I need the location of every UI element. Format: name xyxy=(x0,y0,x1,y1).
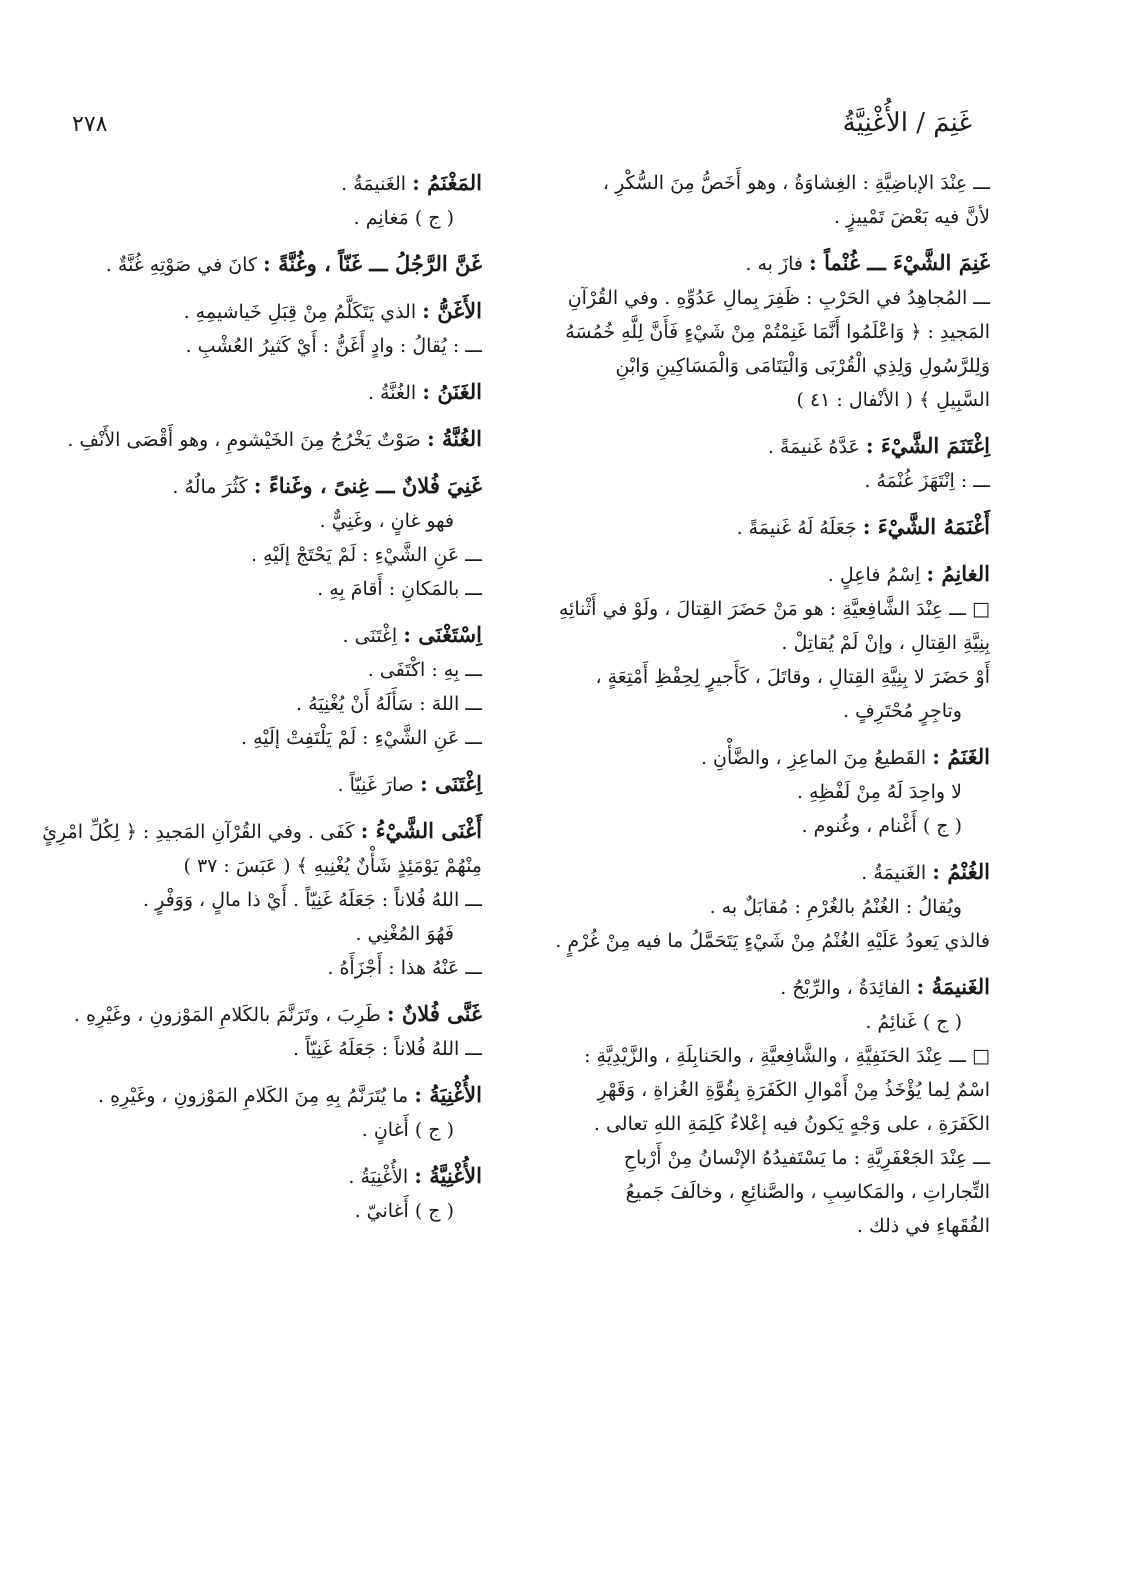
definition-text: ـــ اللهُ فُلاناً : جَعَلَهُ غَنِيّاً . xyxy=(293,1038,482,1060)
entry-line xyxy=(550,464,990,498)
definition-text: الغَنيمَةُ . xyxy=(861,862,933,884)
entry-line xyxy=(550,1141,990,1175)
headword: الغَنَمُ : xyxy=(932,744,990,769)
entry-line xyxy=(42,917,482,951)
headword: اِسْتَغْنَى : xyxy=(403,622,482,647)
definition-text: مِنْهُمْ يَوْمَئِذٍ شَأْنٌ يُغْنِيهِ ﴾ ( عَبَسَ : ٣٧ ) xyxy=(183,855,482,877)
entry-line xyxy=(42,721,482,755)
definition-text: بِنِيَّةِ القِتالِ ، وإنْ لَمْ يُقاتِلْ . xyxy=(781,632,990,654)
entry-line xyxy=(550,1175,990,1209)
definition-text: ـــ اللهَ : سَأَلَهُ أَنْ يُغْنِيَهُ . xyxy=(296,693,482,715)
headword: الغَنيمَةُ : xyxy=(916,974,990,999)
entry-line xyxy=(550,166,990,200)
entry-line xyxy=(550,349,990,383)
entry-line xyxy=(550,383,990,417)
dictionary-entry xyxy=(550,855,990,890)
entry-line xyxy=(42,538,482,572)
definition-text: أَوْ حَضَرَ لا بِنِيَّةِ القِتالِ ، وقاتَلَ ، كَأَجيرٍ لِحِفْظِ أَمْتِعَةٍ ، xyxy=(595,666,990,688)
definition-text: وتاجِرٍ مُحْتَرِفٍ . xyxy=(843,700,962,722)
entry-line xyxy=(42,1113,482,1147)
headword: الأُغْنِيَّةُ : xyxy=(414,1163,482,1188)
headword: اِغْتَنَى : xyxy=(419,771,482,796)
headword: الأُغْنِيَةُ : xyxy=(414,1082,482,1107)
entry-line xyxy=(550,694,990,728)
dictionary-entry xyxy=(42,166,482,201)
entry-line xyxy=(550,626,990,660)
entry-line xyxy=(550,1107,990,1141)
definition-text: التِّجاراتِ ، والمَكاسِبِ ، والصَّنائِعِ ، وخالَفَ جَميعُ xyxy=(625,1181,990,1203)
headword: غَنِيَ فُلانٌ ـــ غِنىً ، وغَناءً : xyxy=(253,473,482,498)
entry-line xyxy=(550,890,990,924)
definition-text: ويُقالُ : الغُنْمُ بالغُرْمِ : مُقابَلٌ به . xyxy=(709,896,962,918)
entry-line xyxy=(42,687,482,721)
definition-text: الفائِدَةُ ، والرِّبْحُ . xyxy=(780,977,917,999)
definition-text: ـــ اللهُ فُلاناً : جَعَلَهُ غَنِيّاً . أَيْ ذا مالٍ ، وَوَفْرٍ . xyxy=(143,889,482,911)
definition-text: ـــ عَنْهُ هذا : أَجْزَأَهُ . xyxy=(327,957,482,979)
definition-text: ( ج ) أَغْنام ، وغُنوم . xyxy=(801,815,962,837)
dictionary-entry xyxy=(42,997,482,1032)
entry-line xyxy=(550,1005,990,1039)
entry-line xyxy=(42,951,482,985)
definition-text: المَجيدِ : ﴿ وَاعْلَمُوا أَنَّمَا غَنِمْتُمْ مِنْ شَيْءٍ فَأَنَّ لِلَّهِ خُمُسَهُ xyxy=(565,321,990,343)
entry-line xyxy=(550,1209,990,1243)
dictionary-entry xyxy=(550,740,990,775)
entry-line xyxy=(42,849,482,883)
definition-text: فَهُوَ المُغْنِي . xyxy=(355,923,454,945)
definition-text: ـــ عَنِ الشَّيْءِ : لَمْ يَحْتَجْ إلَيْهِ . xyxy=(251,544,482,566)
dictionary-entry xyxy=(42,247,482,282)
definition-text: صَوْتٌ يَخْرُجُ مِنَ الخَيْشومِ ، وهو أَقْصَى الأَنْفِ . xyxy=(67,429,427,451)
definition-text: ـــ : يُقالُ : وادٍ أَغَنُّ : أَيْ كَثيرُ العُشْبِ . xyxy=(185,335,482,357)
definition-text: ـــ بالمَكانِ : أَقامَ بِهِ . xyxy=(317,578,482,600)
entry-line xyxy=(550,660,990,694)
dictionary-entry xyxy=(42,1159,482,1194)
dictionary-entry xyxy=(42,375,482,410)
dictionary-entry xyxy=(550,246,990,281)
entry-line xyxy=(550,1073,990,1107)
dictionary-entry xyxy=(42,422,482,457)
headword: أَغْنَى الشَّيْءُ : xyxy=(360,818,482,843)
entry-line xyxy=(550,315,990,349)
definition-text: كَثُرَ مالُهُ . xyxy=(172,476,254,498)
definition-text: جَعَلَهُ لَهُ غَنيمَةً . xyxy=(736,517,863,539)
definition-text: كانَ في صَوْتِهِ غُنَّةٌ . xyxy=(105,254,264,276)
definition-text: القَطيعُ مِنَ الماعِزِ ، والضَّأْنِ . xyxy=(700,747,933,769)
dictionary-entry xyxy=(42,767,482,802)
definition-text: الكَفَرَةِ ، على وَجْهٍ يَكونُ فيه إعْلاءُ كَلِمَةِ اللهِ تعالى . xyxy=(593,1113,990,1135)
definition-text: ما يُتَرَنَّمُ بِهِ مِنَ الكَلامِ المَوْزونِ ، وغَيْرِهِ . xyxy=(98,1085,415,1107)
entry-line xyxy=(42,883,482,917)
entry-line xyxy=(42,1194,482,1228)
definition-text: فازَ به . xyxy=(745,253,810,275)
definition-text: اسْمٌ لِما يُؤْخَذُ مِنْ أَمْوالِ الكَفَرَةِ بِقُوَّةِ الغُزاةِ ، وَقَهْرِ xyxy=(597,1079,990,1101)
definition-text: □ ـــ عِنْدَ الشَّافِعيَّةِ : هو مَنْ حَضَرَ القِتالَ ، ولَوْ في أَثْنائِهِ xyxy=(558,598,990,620)
entry-line xyxy=(42,572,482,606)
headword: الأَغَنُّ : xyxy=(422,298,482,323)
definition-text: ( ج ) غَنائِمُ . xyxy=(865,1011,962,1033)
entry-line xyxy=(42,504,482,538)
headword: الغُنَّةُ : xyxy=(426,426,482,451)
definition-text: عَدَّهُ غَنيمَةً . xyxy=(767,436,866,458)
headword: غَنَّ الرَّجُلُ ـــ غَنّاً ، وغُنَّةً : xyxy=(263,251,482,276)
dictionary-entry xyxy=(550,510,990,545)
left-column xyxy=(42,166,482,1228)
entry-line xyxy=(550,200,990,234)
definition-text: صارَ غَنِيّاً . xyxy=(337,774,420,796)
page-number: ٢٧٨ xyxy=(72,112,108,137)
dictionary-entry xyxy=(550,970,990,1005)
definition-text: الفُقَهاءِ في ذلك . xyxy=(856,1215,990,1237)
headword: الغُنْمُ : xyxy=(932,859,990,884)
definition-text: ( ج ) أَغانٍ . xyxy=(361,1119,454,1141)
definition-text: الذي يَتَكَلَّمُ مِنْ قِبَلِ خَياشيمِهِ . xyxy=(183,301,423,323)
definition-text: كَفَى . وفي القُرْآنِ المَجيدِ : ﴿ لِكُلِّ امْرِئٍ xyxy=(42,821,361,843)
entry-line xyxy=(550,1039,990,1073)
definition-text: الغَنيمَةُ . xyxy=(341,173,413,195)
definition-text: اِغْتَنَى . xyxy=(342,625,404,647)
definition-text: لأنَّ فيه بَعْضَ تَمْييزٍ . xyxy=(834,206,990,228)
entry-line xyxy=(42,653,482,687)
definition-text: اِسْمُ فاعِلٍ . xyxy=(827,564,927,586)
definition-text: ( ج ) أَغانيّ . xyxy=(354,1200,454,1222)
entry-line xyxy=(550,775,990,809)
definition-text: وَلِلرَّسُولِ وَلِذِي الْقُرْبَى وَالْيَتَامَى وَالْمَسَاكِينِ وَابْنِ xyxy=(615,355,990,377)
dictionary-entry xyxy=(42,294,482,329)
dictionary-entry xyxy=(42,618,482,653)
dictionary-entry xyxy=(550,429,990,464)
headword: المَغْنَمُ : xyxy=(412,170,482,195)
dictionary-entry xyxy=(550,557,990,592)
definition-text: ( ج ) مَغانِم . xyxy=(353,207,454,229)
entry-line xyxy=(42,201,482,235)
definition-text: ـــ بِهِ : اكْتَفَى . xyxy=(367,659,482,681)
entry-line xyxy=(550,281,990,315)
definition-text: فالذي يَعودُ عَلَيْهِ الغُنْمُ مِنْ شَيْءٍ يَتَحَمَّلُ ما فيه مِنْ غُرْمٍ . xyxy=(555,930,990,952)
headword: أَغْنَمَهُ الشَّيْءَ : xyxy=(862,514,990,539)
headword: الغَنَنُ : xyxy=(422,379,482,404)
definition-text: ـــ عَنِ الشَّيْءِ : لَمْ يَلْتَفِتْ إلَيْهِ . xyxy=(240,727,482,749)
dictionary-entry xyxy=(42,1078,482,1113)
definition-text: السَّبِيلِ ﴾ ( الأنْفال : ٤١ ) xyxy=(796,389,990,411)
headword: الغانِمُ : xyxy=(926,561,990,586)
right-column xyxy=(550,166,990,1243)
dictionary-entry xyxy=(42,814,482,849)
definition-text: فهو غانٍ ، وغَنِيٌّ . xyxy=(319,510,454,532)
definition-text: لا واحِدَ لَهُ مِنْ لَفْظِهِ . xyxy=(796,781,962,803)
definition-text: □ ـــ عِنْدَ الحَنَفِيَّةِ ، والشَّافِعيَّةِ ، والحَنابِلَةِ ، والزَّيْدِيَّةِ : xyxy=(584,1045,990,1067)
definition-text: الغُنَّةُ . xyxy=(367,382,423,404)
definition-text: ـــ عِنْدَ الإباضِيَّةِ : الغِشاوَةُ ، وهو أَخَصُّ مِنَ السُّكْرِ ، xyxy=(602,172,990,194)
definition-text: ـــ المُجاهِدُ في الحَرْبِ : ظَفِرَ بِمالِ عَدُوِّهِ . وفي القُرْآنِ xyxy=(567,287,990,309)
headword: اِغْتَنَمَ الشَّيْءَ : xyxy=(865,433,990,458)
definition-text: طَرِبَ ، وتَرَنَّمَ بالكَلامِ المَوْزونِ ، وغَيْرِهِ . xyxy=(73,1004,387,1026)
dictionary-entry xyxy=(42,469,482,504)
entry-line xyxy=(550,592,990,626)
definition-text: ـــ : اِنْتَهَزَ غُنْمَهُ . xyxy=(864,470,990,492)
headword: غَنَّى فُلانٌ : xyxy=(386,1001,482,1026)
definition-text: ـــ عِنْدَ الجَعْفَرِيَّةِ : ما يَسْتَفيدُهُ الإنْسانُ مِنْ أَرْباحِ xyxy=(623,1147,990,1169)
entry-line xyxy=(42,329,482,363)
definition-text: الأُغْنِيَةُ . xyxy=(348,1166,415,1188)
entry-line xyxy=(550,924,990,958)
running-title: غَنِمَ / الأُغْنِيَّةُ xyxy=(842,108,972,138)
entry-line xyxy=(42,1032,482,1066)
entry-line xyxy=(550,809,990,843)
headword: غَنِمَ الشَّيْءَ ـــ غُنْماً : xyxy=(809,250,990,275)
